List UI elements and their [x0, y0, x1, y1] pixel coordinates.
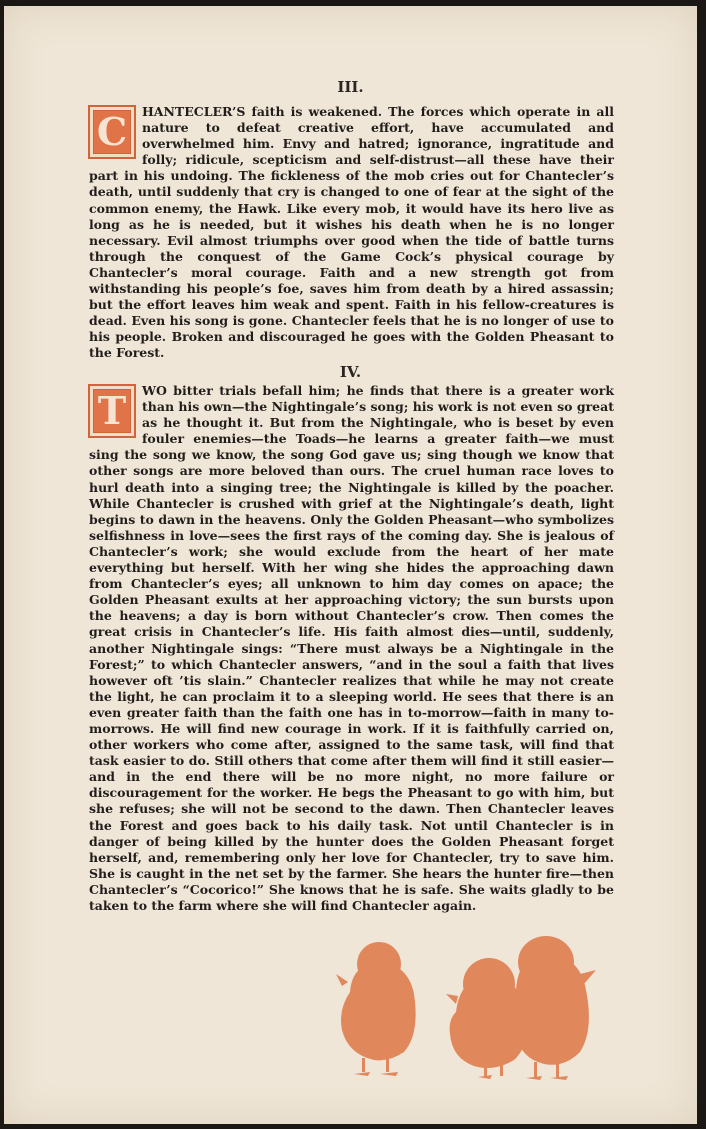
- dropcap-c: [88, 105, 136, 159]
- dropcap-letter: C: [96, 109, 128, 154]
- chicks-illustration: [334, 934, 604, 1084]
- section-iv-text: WO bitter trials befall him; he finds that there is a greater work than his own—the Nightingale’s song; his work is not even so great as he thought it. But from the Nightingale, who is beset by even fouler enemies—the Toads—he learns a greater faith—we must sing the song we know, the song God gave us; sing though we know that other songs are more beloved than ours. The cruel human race loves to hurl death into a singing tree; the Nightingale is killed by the poacher. While Chantecler is crushed with grief at the Nightingale’s death, light begins to dawn in the heavens. Only the Golden Pheasant—who symbolizes selfishness in love—sees the first rays of the coming day. She is jealous of Chantecler’s work; she would exclude from the heart of her mate everything but herself. With her wing she hides the approaching dawn from Chantecler’s eyes; all unknown to him day comes on apace; the Golden Pheasant exults at her approaching victory; the sun bursts upon the heavens; a day is born without Chantecler’s crow. Then comes the great crisis in Chantecler’s life. His faith almost dies—until, suddenly, another Nightingale sings: “There must always be a Nightingale in the Forest;” to which Chantecler answers, “and in the soul a faith that lives however oft ’tis slain.” Chantecler realizes that while he may not create the light, he can proclaim it to a sleeping world. He sees that there is an even greater faith than the faith one has in to-morrow—faith in many to-morrows. He will find new courage in work. If it is faithfully carried on, other workers who come after, assigned to the same task, will find that task easier to do. Still others that come after them will find it still easier—and in the end there will be no more night, no more failure or discouragement for the worker. He begs the Pheasant to go with him, but she refuses; she will not be second to the dawn. Then Chantecler leaves the Forest and goes back to his daily task. Not until Chantecler is in danger of being killed by the hunter does the Golden Pheasant forget herself, and, remembering only her love for Chantecler, try to save him. She is caught in the net set by the farmer. She hears the hunter fire—then Chantecler’s “Cocorico!” She knows that he is safe. She waits gladly to be taken to the farm where she will find Chantecler again.: [89, 383, 614, 913]
- page-sheet: [4, 6, 697, 1124]
- chick-right: [514, 936, 596, 1080]
- section-number-iv: IV.: [339, 363, 362, 381]
- section-iv-paragraph: [89, 383, 614, 914]
- section-iii-paragraph: [89, 104, 614, 362]
- dropcap-t: [88, 384, 136, 438]
- dropcap-letter: T: [97, 388, 127, 433]
- section-number-iii: III.: [337, 78, 364, 96]
- section-iii-text: HANTECLER’S faith is weakened. The forces which operate in all nature to defeat creative effort, have accumulated and overwhelmed him. Envy and hatred; ignorance, ingratitude and folly; ridicule, scepticism and self-distrust—all these have their part in his undoing. The fickleness of the mob cries out for Chantecler’s death, until suddenly that cry is changed to one of fear at the sight of the common enemy, the Hawk. Like every mob, it would have its hero live as long as he is needed, but it wishes his death when he is no longer necessary. Evil almost triumphs over good when the tide of battle turns through the conquest of the Game Cock’s physical courage by Chantecler’s moral courage. Faith and a new strength got from withstanding his people’s foe, saves him from death by a hired assassin; but the effort leaves him weak and spent. Faith in his fellow-creatures is dead. Even his song is gone. Chantecler feels that he is no longer of use to his people. Broken and discouraged he goes with the Golden Pheasant to the Forest.: [89, 104, 614, 361]
- chick-left: [336, 942, 416, 1076]
